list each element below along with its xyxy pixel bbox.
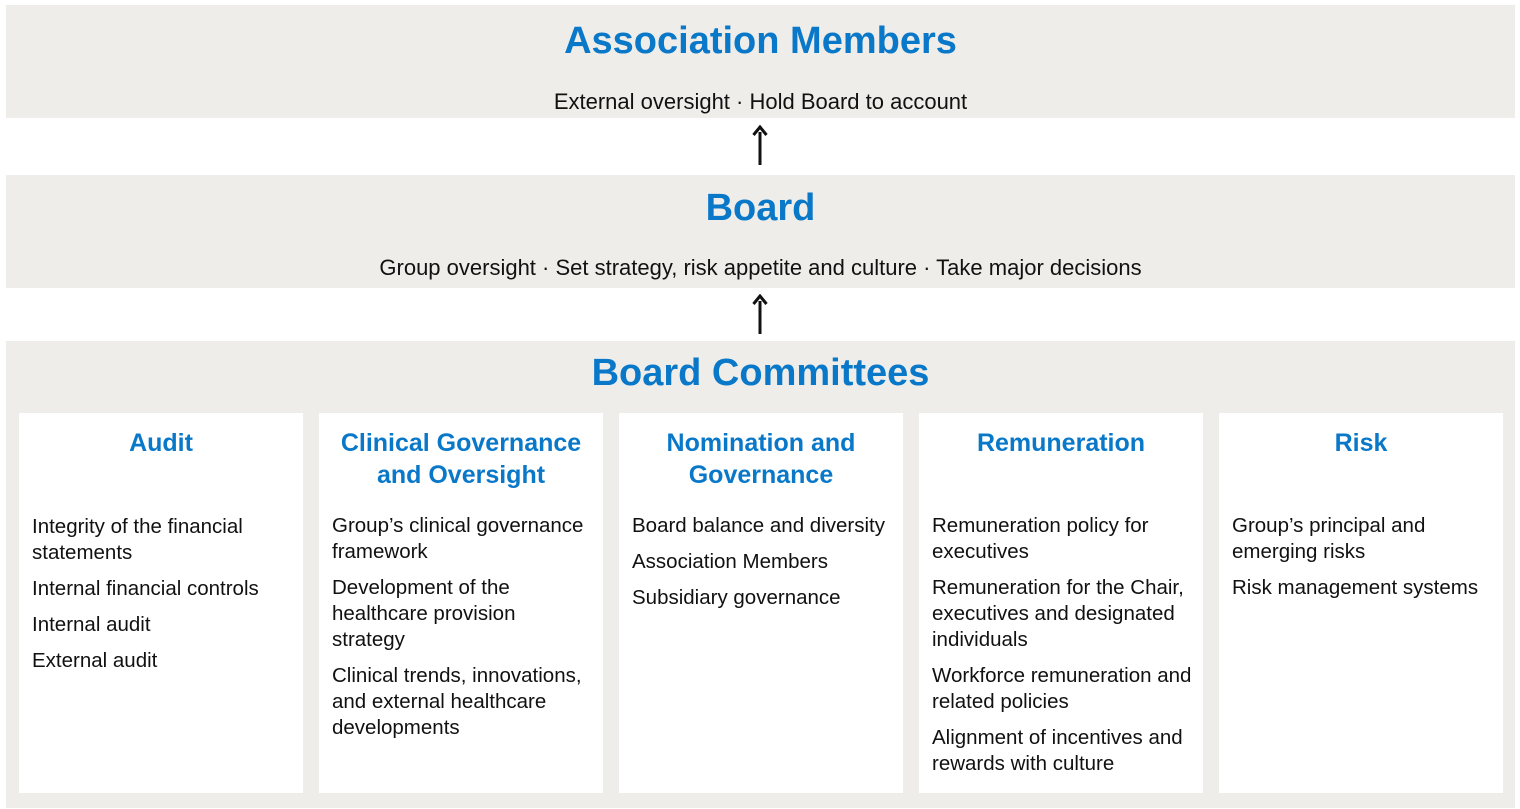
list-item: Internal audit — [32, 613, 151, 636]
list-item: Workforce remuneration and related policies — [932, 664, 1192, 713]
list-item: Alignment of incentives and rewards with culture — [932, 726, 1183, 775]
list-item: External audit — [32, 649, 158, 672]
board-title: Board — [705, 187, 816, 229]
committee-title: Audit — [129, 429, 193, 457]
committee-responsibilities — [1232, 513, 1494, 611]
committee-responsibilities — [332, 513, 594, 751]
committee-card-audit — [19, 413, 303, 793]
list-item: Remuneration for the Chair, executives and designated individuals — [932, 576, 1184, 651]
committee-card-risk — [1219, 413, 1503, 793]
committee-responsibilities — [632, 513, 894, 621]
committee-title: Clinical Governance and Oversight — [340, 429, 582, 489]
board-committees-band — [6, 341, 1515, 808]
list-item: Clinical trends, innovations, and external healthcare developments — [332, 664, 582, 739]
list-item: Development of the healthcare provision strategy — [332, 576, 516, 651]
list-item: Group’s principal and emerging risks — [1232, 514, 1426, 563]
board-committees-title: Board Committees — [591, 352, 930, 394]
list-item: Risk management systems — [1232, 576, 1479, 599]
arrow-up-icon — [752, 294, 768, 334]
list-item: Internal financial controls — [32, 577, 259, 600]
board-band — [6, 175, 1515, 288]
association-members-description: External oversight · Hold Board to account — [553, 89, 968, 114]
committee-title: Remuneration — [976, 429, 1146, 457]
committee-card-nomination-governance — [619, 413, 903, 793]
list-item: Group’s clinical governance framework — [332, 514, 584, 563]
committee-title: Nomination and Governance — [666, 429, 856, 489]
committee-title: Risk — [1334, 429, 1388, 457]
list-item: Subsidiary governance — [632, 586, 841, 609]
committee-card-remuneration — [919, 413, 1203, 793]
association-members-band — [6, 5, 1515, 118]
arrow-up-icon — [752, 125, 768, 165]
association-members-title: Association Members — [564, 20, 957, 62]
board-description: Group oversight · Set strategy, risk appetite and culture · Take major decisions — [379, 255, 1142, 280]
list-item: Remuneration policy for executives — [932, 514, 1149, 563]
committee-responsibilities — [32, 514, 294, 684]
list-item: Board balance and diversity — [632, 514, 885, 537]
list-item: Association Members — [632, 550, 828, 573]
committee-card-clinical-governance — [319, 413, 603, 793]
list-item: Integrity of the financial statements — [32, 515, 243, 564]
committee-responsibilities — [932, 513, 1194, 787]
